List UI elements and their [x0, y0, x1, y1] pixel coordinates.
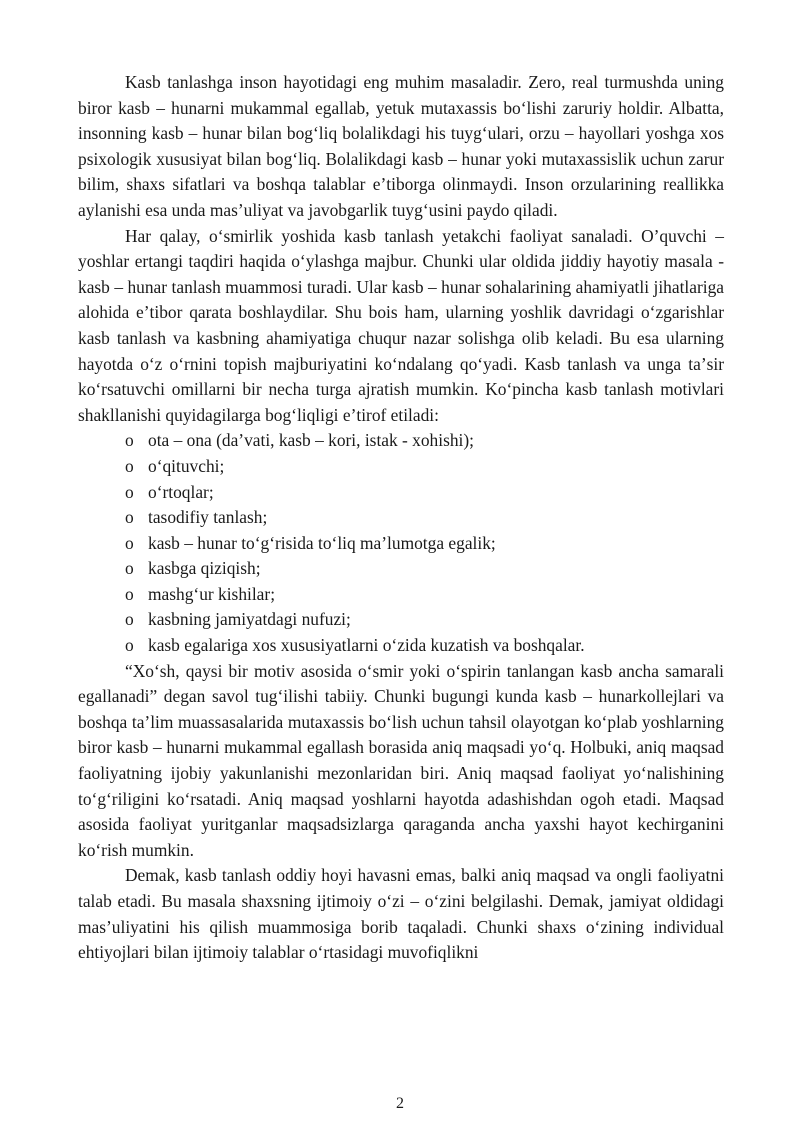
document-body	[78, 70, 724, 966]
list-item	[78, 505, 724, 531]
bullet-marker: o	[125, 609, 134, 630]
bullet-marker: o	[125, 635, 134, 656]
list-item-text: oʻrtoqlar;	[148, 481, 214, 502]
list-item	[78, 633, 724, 659]
bullet-marker: o	[125, 481, 134, 502]
motives-list	[78, 428, 724, 658]
paragraph-2: Har qalay, oʻsmirlik yoshida kasb tanlash yetakchi faoliyat sanaladi. O’quvchi – yoshlar ertangi taqdiri haqida oʻylashga majbur. Chunki ular oldida jiddiy hayotiy masala - kasb – hunar tanlash muammosi turadi. Ular kasb – hunar sohalarining ahamiyatli jihatlariga alohida eʼtibor qarata boshlaydilar. Shu bois ham, ularning yoshlik davridagi oʻzgarishlar kasb tanlash va kasbning ahamiyatiga chuqur nazar solishga olib keladi. Bu esa ularning hayotda oʻz oʻrnini topish majburiyatini koʻndalang qoʻyadi. Kasb tanlash va unga taʼsir koʻrsatuvchi omillarni bir necha turga ajratish mumkin. Koʻpincha kasb tanlash motivlari shakllanishi quyidagilarga bogʻliqligi eʼtirof etiladi:	[78, 225, 724, 425]
list-item-text: tasodifiy tanlash;	[148, 507, 268, 528]
bullet-marker: o	[125, 455, 134, 476]
page-number: 2	[396, 1095, 404, 1112]
list-item	[78, 607, 724, 633]
list-item-text: kasbning jamiyatdagi nufuzi;	[148, 609, 351, 630]
list-item	[78, 480, 724, 506]
list-item-text: mashgʻur kishilar;	[148, 583, 276, 604]
list-item	[78, 556, 724, 582]
bullet-marker: o	[125, 507, 134, 528]
list-item	[78, 582, 724, 608]
bullet-marker: o	[125, 558, 134, 579]
bullet-marker: o	[125, 532, 134, 553]
list-item-text: kasbga qiziqish;	[148, 558, 261, 579]
list-item	[78, 531, 724, 557]
list-item-text: kasb – hunar toʻgʻrisida toʻliq maʼlumotga egalik;	[148, 532, 496, 553]
list-item-text: ota – ona (daʼvati, kasb – kori, istak - xohishi);	[148, 430, 475, 451]
list-item	[78, 428, 724, 454]
list-item-text: oʻqituvchi;	[148, 455, 225, 476]
paragraph-1: Kasb tanlashga inson hayotidagi eng muhim masaladir. Zero, real turmushda uning biror kasb – hunarni mukammal egallab, yetuk mutaxassis boʻlishi zaruriy holdir. Albatta, insonning kasb – hunar bilan bogʻliq bolalikdagi his tuygʻulari, orzu – hayollari yoshga xos psixologik xususiyat bilan bogʻliq. Bolalikdagi kasb – hunar yoki mutaxassislik uchun zarur bilim, shaxs sifatlari va boshqa talablar eʼtiborga olinmaydi. Inson orzularining reallikka aylanishi esa unda masʼuliyat va javobgarlik tuygʻusini paydo qiladi.	[78, 72, 724, 220]
bullet-marker: o	[125, 430, 134, 451]
bullet-marker: o	[125, 583, 134, 604]
paragraph-4: Demak, kasb tanlash oddiy hoyi havasni emas, balki aniq maqsad va ongli faoliyatni talab etadi. Bu masala shaxsning ijtimoiy oʻzi – oʻzini belgilashi. Demak, jamiyat oldidagi masʼuliyatini his qilish muammosiga borib taqaladi. Chunki shaxs oʻzining individual ehtiyojlari bilan ijtimoiy talablar oʻrtasidagi muvofiqlikni	[78, 865, 724, 963]
paragraph-3: “Xoʻsh, qaysi bir motiv asosida oʻsmir yoki oʻspirin tanlangan kasb ancha samarali egallanadi” degan savol tugʻilishi tabiiy. Chunki bugungi kunda kasb – hunarkollejlari va boshqa taʼlim muassasalarida mutaxassis boʻlish uchun tahsil olayotgan koʻplab yoshlarning biror kasb – hunarni mukammal egallash borasida aniq maqsadi yoʻq. Holbuki, aniq maqsad faoliyatning ijobiy yakunlanishi mezonlaridan biri. Aniq maqsad faoliyat yoʻnalishining toʻgʻriligini koʻrsatadi. Aniq maqsad yoshlarni hayotda adashishdan ogoh etadi. Maqsad asosida faoliyat yuritganlar maqsadsizlarga qaraganda ancha yaxshi hayot kechirganini koʻrish mumkin.	[78, 660, 724, 860]
list-item	[78, 454, 724, 480]
list-item-text: kasb egalariga xos xususiyatlarni oʻzida kuzatish va boshqalar.	[148, 635, 585, 656]
